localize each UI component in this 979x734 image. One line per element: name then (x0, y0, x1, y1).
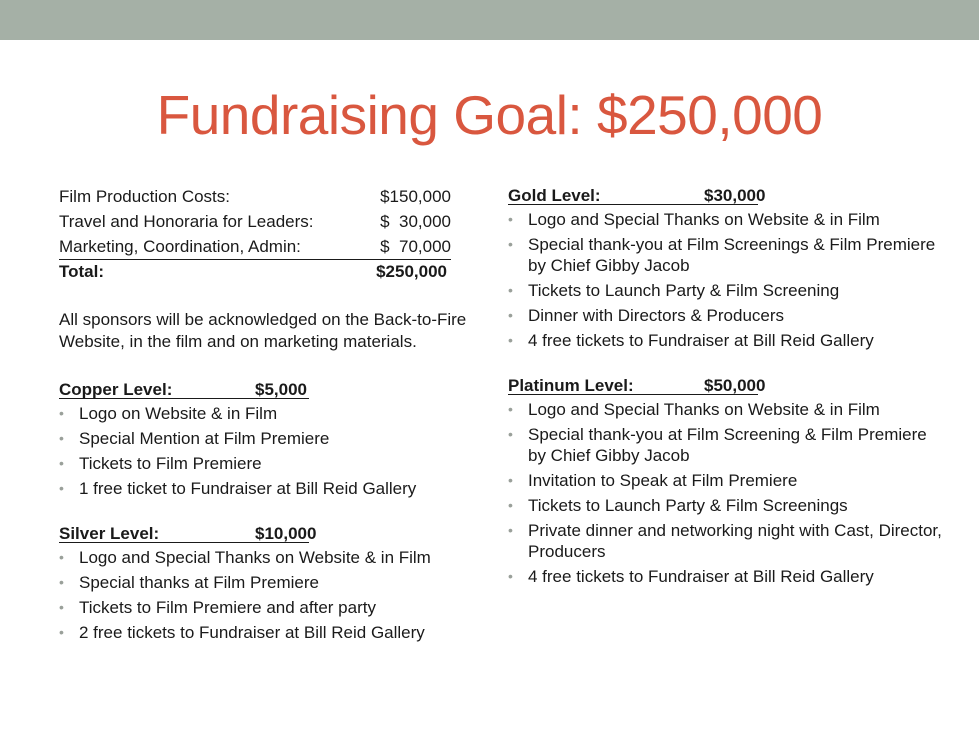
cost-row-marketing (59, 235, 451, 260)
list-item: • Logo and Special Thanks on Website & in Film (508, 210, 880, 229)
cost-row-travel (59, 210, 451, 235)
list-item: • 2 free tickets to Fundraiser at Bill Reid Gallery (59, 623, 425, 642)
cost-row-production (59, 185, 451, 210)
bullet-icon: • (508, 426, 513, 442)
list-item: • Tickets to Launch Party & Film Screenings (508, 496, 848, 515)
cost-label: Travel and Honoraria for Leaders: (59, 212, 314, 231)
list-item: • 4 free tickets to Fundraiser at Bill Reid Gallery (508, 331, 874, 350)
list-item: • Private dinner and networking night with Cast, Director, Producers (508, 521, 942, 561)
list-item: • Special thank-you at Film Screening & Film Premiere by Chief Gibby Jacob (508, 425, 927, 465)
benefit-list (59, 403, 479, 499)
bullet-icon: • (508, 332, 513, 348)
bullet-icon: • (508, 522, 513, 538)
bullet-icon: • (508, 401, 513, 417)
list-item: • Tickets to Launch Party & Film Screening (508, 281, 840, 300)
sponsor-note: All sponsors will be acknowledged on the Back-to-Fire Website, in the film and on marketing materials. (59, 310, 467, 351)
benefit-list (508, 209, 948, 351)
cost-amount: $150,000 (380, 187, 451, 206)
list-item: • Invitation to Speak at Film Premiere (508, 471, 798, 490)
benefit-list (59, 547, 479, 643)
bullet-icon: • (508, 472, 513, 488)
bullet-icon: • (59, 599, 64, 615)
bullet-icon: • (59, 480, 64, 496)
bullet-icon: • (508, 307, 513, 323)
list-item: • Special thank-you at Film Screenings & Film Premiere by Chief Gibby Jacob (508, 235, 936, 275)
right-column (508, 185, 948, 591)
level-name: Copper Level: (59, 380, 173, 399)
list-item: • Special Mention at Film Premiere (59, 429, 330, 448)
level-heading (59, 523, 479, 545)
list-item: • Logo on Website & in Film (59, 404, 278, 423)
bullet-icon: • (508, 568, 513, 584)
bullet-icon: • (59, 624, 64, 640)
level-name: Silver Level: (59, 524, 160, 543)
bullet-icon: • (59, 549, 64, 565)
bullet-icon: • (508, 236, 513, 252)
bullet-icon: • (59, 430, 64, 446)
level-name: Platinum Level: (508, 376, 634, 395)
level-name: Gold Level: (508, 186, 601, 205)
list-item: • 4 free tickets to Fundraiser at Bill Reid Gallery (508, 567, 874, 586)
bullet-icon: • (508, 211, 513, 227)
cost-row-total (59, 260, 447, 285)
level-heading (59, 379, 479, 401)
list-item: • Tickets to Film Premiere (59, 454, 262, 473)
copper-level-section (59, 379, 479, 499)
slide-title: Fundraising Goal: $250,000 (156, 84, 823, 146)
list-item: • Logo and Special Thanks on Website & in Film (59, 548, 431, 567)
total-label: Total: (59, 262, 105, 281)
cost-amount: $ 70,000 (380, 237, 451, 256)
list-item: • 1 free ticket to Fundraiser at Bill Reid Gallery (59, 479, 417, 498)
level-heading (508, 375, 948, 397)
bullet-icon: • (59, 574, 64, 590)
total-amount: $250,000 (376, 262, 447, 281)
left-column (59, 185, 479, 647)
list-item: • Special thanks at Film Premiere (59, 573, 319, 592)
benefit-list (508, 399, 948, 587)
list-item: • Logo and Special Thanks on Website & in Film (508, 400, 880, 419)
list-item: • Tickets to Film Premiere and after party (59, 598, 376, 617)
level-heading (508, 185, 948, 207)
cost-amount: $ 30,000 (380, 212, 451, 231)
level-amount: $30,000 (704, 186, 766, 205)
bullet-icon: • (508, 497, 513, 513)
slide-top-bar (0, 0, 979, 40)
bullet-icon: • (59, 405, 64, 421)
platinum-level-section (508, 375, 948, 587)
cost-label: Film Production Costs: (59, 187, 230, 206)
cost-label: Marketing, Coordination, Admin: (59, 237, 301, 256)
gold-level-section (508, 185, 948, 351)
level-amount: $5,000 (255, 380, 307, 399)
list-item: • Dinner with Directors & Producers (508, 306, 785, 325)
level-amount: $10,000 (255, 524, 317, 543)
silver-level-section (59, 523, 479, 643)
level-amount: $50,000 (704, 376, 766, 395)
bullet-icon: • (508, 282, 513, 298)
bullet-icon: • (59, 455, 64, 471)
